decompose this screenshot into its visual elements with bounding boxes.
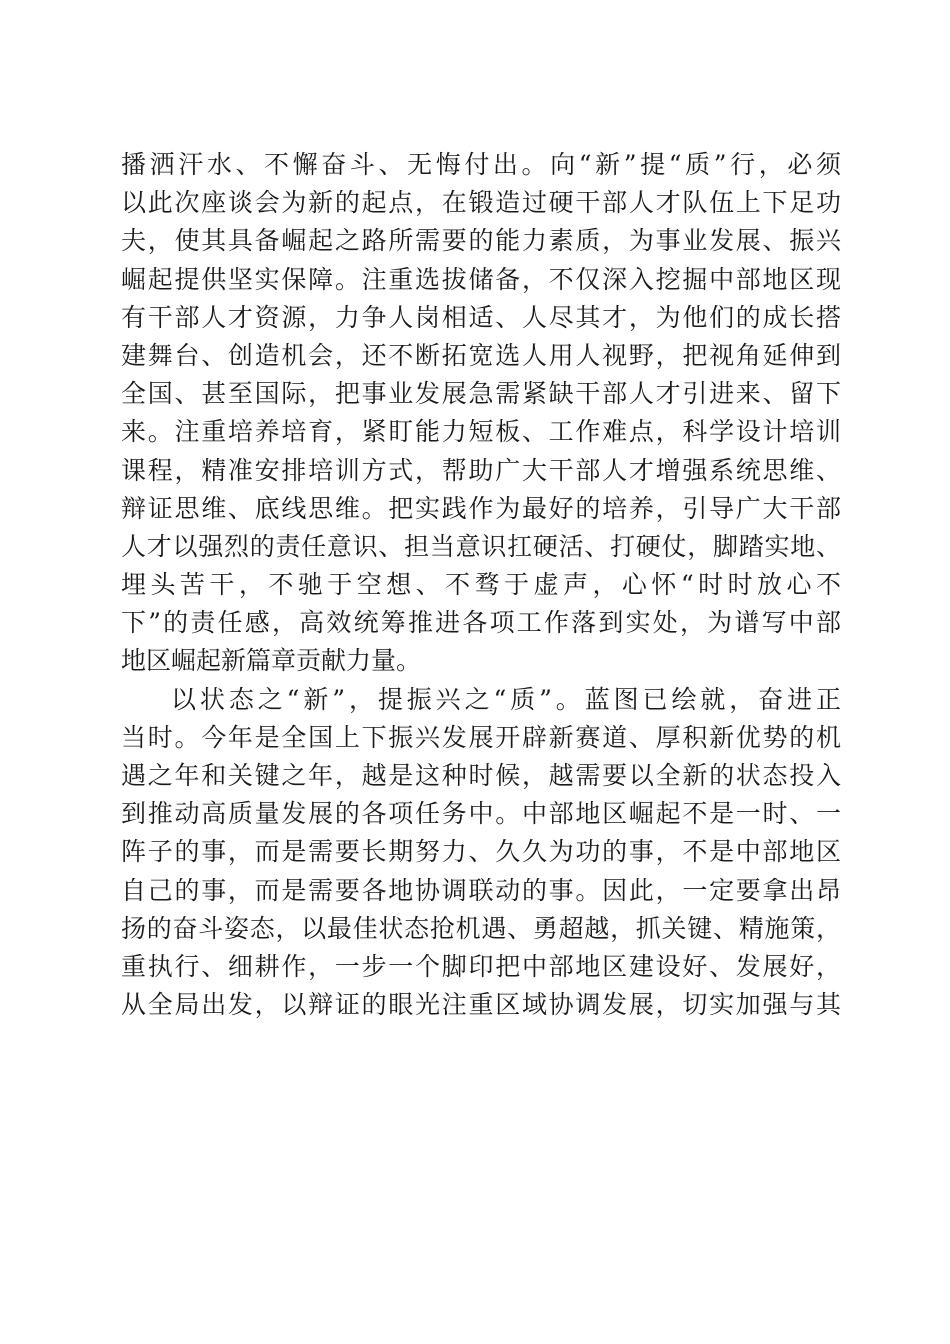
paragraph-line: 夫，使其具备崛起之路所需要的能力素质，为事业发展、振兴 — [121, 226, 841, 256]
paragraph-line: 从全局出发，以辩证的眼光注重区域协调发展，切实加强与其 — [121, 990, 841, 1020]
paragraph-line: 地区崛起新篇章贡献力量。 — [121, 646, 422, 676]
paragraph-line: 人才以强烈的责任意识、担当意识扛硬活、打硬仗，脚踏实地、 — [121, 531, 841, 561]
paragraph-line: 来。注重培养培育，紧盯能力短板、工作难点，科学设计培训 — [121, 417, 841, 447]
paragraph-1 — [121, 146, 841, 681]
paragraph-line: 建舞台、创造机会，还不断拓宽选人用人视野，把视角延伸到 — [121, 340, 841, 370]
paragraph-line: 崛起提供坚实保障。注重选拔储备，不仅深入挖掘中部地区现 — [121, 264, 841, 294]
paragraph-line: 扬的奋斗姿态，以最佳状态抢机遇、勇超越，抓关键、精施策， — [121, 913, 841, 943]
paragraph-line: 课程，精准安排培训方式，帮助广大干部人才增强系统思维、 — [121, 455, 841, 485]
paragraph-line: 阵子的事，而是需要长期努力、久久为功的事，不是中部地区 — [121, 837, 841, 867]
paragraph-line: 播洒汗水、不懈奋斗、无悔付出。向“新”提“质”行，必须 — [121, 150, 841, 179]
paragraph-line: 下”的责任感，高效统筹推进各项工作落到实处，为谱写中部 — [121, 608, 841, 638]
paragraph-line: 以状态之“新”，提振兴之“质”。蓝图已绘就，奋进正 — [171, 684, 841, 714]
paragraph-line: 辩证思维、底线思维。把实践作为最好的培养，引导广大干部 — [121, 493, 841, 523]
paragraph-line: 到推动高质量发展的各项任务中。中部地区崛起不是一时、一 — [121, 799, 841, 829]
paragraph-line: 当时。今年是全国上下振兴发展开辟新赛道、厚积新优势的机 — [121, 722, 841, 752]
paragraph-line: 全国、甚至国际，把事业发展急需紧缺干部人才引进来、留下 — [121, 379, 841, 409]
paragraph-line: 重执行、细耕作，一步一个脚印把中部地区建设好、发展好， — [121, 951, 841, 981]
paragraph-line: 有干部人才资源，力争人岗相适、人尽其才，为他们的成长搭 — [121, 302, 841, 332]
paragraph-line: 遇之年和关键之年，越是这种时候，越需要以全新的状态投入 — [121, 761, 841, 790]
paragraph-line: 埋头苦干，不驰于空想、不骛于虚声，心怀“时时放心不 — [121, 570, 841, 600]
paragraph-line: 以此次座谈会为新的起点，在锻造过硬干部人才队伍上下足功 — [121, 188, 841, 218]
paragraph-2 — [121, 681, 841, 1025]
paragraph-line: 自己的事，而是需要各地协调联动的事。因此，一定要拿出昂 — [121, 875, 841, 905]
document-body — [121, 146, 841, 1024]
